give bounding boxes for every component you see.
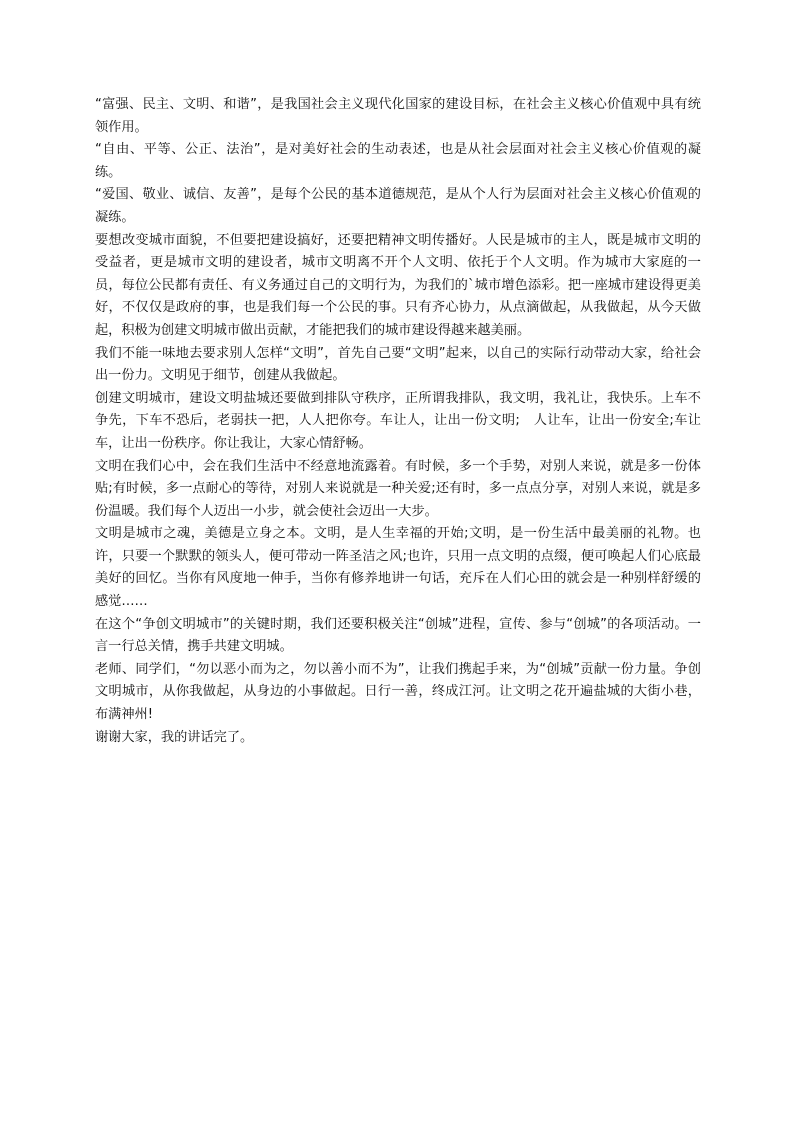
paragraph-city-appearance: 要想改变城市面貌，不但要把建设搞好，还要把精神文明传播好。人民是城市的主人，既是城市文明的受益者，更是城市文明的建设者，城市文明离不开个人文明、依托于个人文明。作为城市大家庭的一员，每位公民都有责任、有义务通过自己的文明行为，为我们的`城市增色添彩。把一座城市建设得更美好，不仅仅是政府的事，也是我们每一个公民的事。只有齐心协力，从点滴做起，从我做起，从今天做起，积极为创建文明城市做出贡献，才能把我们的城市建设得越来越美丽。: [95, 232, 701, 338]
paragraph-queue-order: 创建文明城市，建设文明盐城还要做到排队守秩序，正所谓我排队，我文明，我礼让，我快乐。上车不争先，下车不恐后，老弱扶一把，人人把你夸。车让人，让出一份文明; 人让车，让出一份安全;车让车，让出一份秩序。你让我让，大家心情舒畅。: [95, 390, 701, 451]
paragraph-core-values-social: “自由、平等、公正、法治”，是对美好社会的生动表述，也是从社会层面对社会主义核心价值观的凝练。: [95, 142, 701, 180]
paragraph-core-values-national: “富强、民主、文明、和谐”，是我国社会主义现代化国家的建设目标，在社会主义核心价值观中具有统领作用。: [95, 97, 701, 135]
paragraph-civility-in-life: 文明在我们心中，会在我们生活中不经意地流露着。有时候，多一个手势，对别人来说，就是多一份体贴;有时候，多一点耐心的等待，对别人来说就是一种关爱;还有时，多一点点分享，对别人来说，就是多份温暖。我们每个人迈出一小步，就会使社会迈出一大步。: [95, 458, 701, 519]
paragraph-self-civility: 我们不能一味地去要求别人怎样“文明”，首先自己要“文明”起来，以自己的实际行动带动大家，给社会出一份力。文明见于细节，创建从我做起。: [95, 345, 701, 384]
paragraph-core-values-personal: “爱国、敬业、诚信、友善”，是每个公民的基本道德规范，是从个人行为层面对社会主义核心价值观的凝练。: [95, 187, 701, 225]
document-body: [95, 94, 701, 749]
paragraph-closing: 谢谢大家，我的讲话完了。: [95, 729, 254, 745]
paragraph-city-soul: 文明是城市之魂，美德是立身之本。文明，是人生幸福的开始;文明，是一份生活中最美丽的礼物。也许，只要一个默默的领头人，便可带动一阵圣洁之风;也许，只用一点文明的点缀，便可唤起人们心底最美好的回忆。当你有风度地一伸手，当你有修养地讲一句话，充斥在人们心田的就会是一种别样舒缓的感觉……: [95, 526, 701, 610]
paragraph-key-period: 在这个“争创文明城市”的关键时期，我们还要积极关注“创城”进程，宣传、参与“创城”的各项活动。一言一行总关情，携手共建文明城。: [95, 616, 701, 655]
paragraph-call-to-action: 老师、同学们，“勿以恶小而为之，勿以善小而不为”，让我们携起手来，为“创城”贡献一份力量。争创文明城市，从你我做起，从身边的小事做起。日行一善，终成江河。让文明之花开遍盐城的大街小巷，布满神州!: [95, 661, 701, 723]
